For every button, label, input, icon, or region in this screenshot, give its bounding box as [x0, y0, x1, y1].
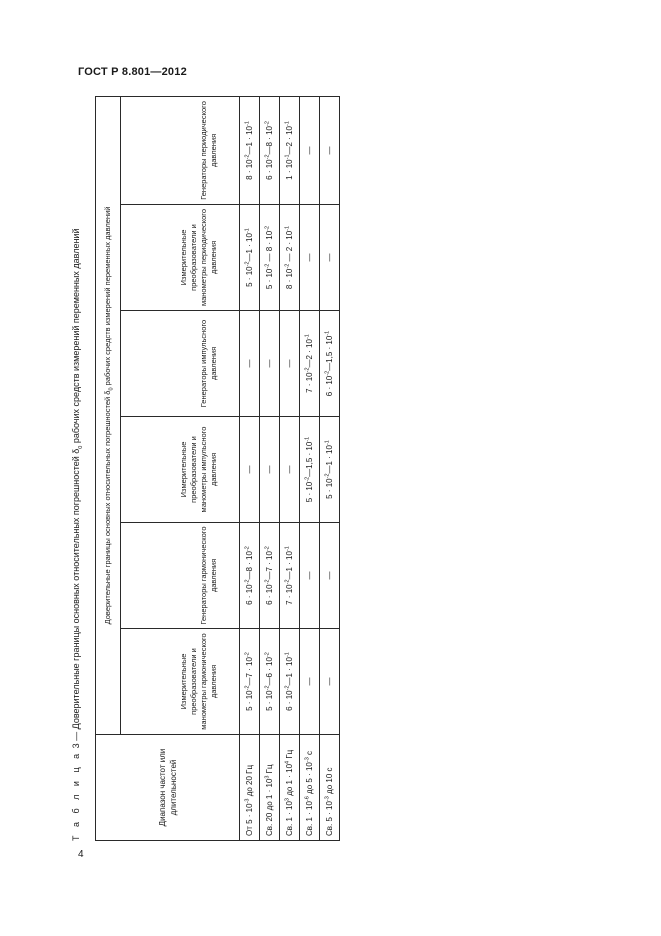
group-header-text: Доверительные границы основных относительных погрешностей δ [103, 390, 112, 625]
table-row [240, 96, 260, 840]
group-header-tail: рабочих средств измерений переменных давлений [103, 206, 112, 388]
row-range-cell: Св. $5 \cdot 10^{-3}$ до 10 с [320, 735, 340, 841]
value-cell: $6 \cdot 10^{-2}—8 \cdot 10^{-2}$ [260, 96, 280, 204]
row-range-cell: Св. 20 до $1 \cdot 10^3$ Гц [260, 735, 280, 841]
value-cell: $7 \cdot 10^{-2}—1 \cdot 10^{-1}$ [280, 523, 300, 629]
group-header [96, 96, 121, 734]
table-row [280, 96, 300, 840]
table-row [300, 96, 320, 840]
column-header: Измерительные преобразователи и манометры периодического давления [121, 205, 240, 311]
value-cell: $5 \cdot 10^{-2}—1 \cdot 10^{-1}$ [240, 205, 260, 311]
value-cell: $5 \cdot 10^{-2}$ — $8 \cdot 10^{-2}$ [260, 205, 280, 311]
value-cell: $5 \cdot 10^{-2}—1 \cdot 10^{-1}$ [320, 417, 340, 523]
value-cell: — [240, 417, 260, 523]
value-cell: — [320, 629, 340, 735]
value-cell: — [240, 311, 260, 417]
value-cell: — [300, 523, 320, 629]
value-cell: — [280, 311, 300, 417]
page-number: 4 [78, 849, 84, 860]
value-cell: — [280, 417, 300, 523]
column-header: Измерительные преобразователи и манометры гармонического давления [121, 629, 240, 735]
value-cell: $6 \cdot 10^{-2}—8 \cdot 10^{-2}$ [240, 523, 260, 629]
value-cell: — [320, 205, 340, 311]
table-row [320, 96, 340, 840]
document-header: ГОСТ Р 8.801—2012 [78, 66, 187, 78]
caption-text: — Доверительные границы основных относительных погрешностей δ [71, 448, 81, 744]
rotated-table-block [70, 97, 334, 841]
caption-number: 3 [71, 743, 81, 749]
row-range-cell: От $5 \cdot 10^{-3}$ до 20 Гц [240, 735, 260, 841]
column-header: Генераторы гармонического давления [121, 523, 240, 629]
value-cell: $5 \cdot 10^{-2}—6 \cdot 10^{-2}$ [260, 629, 280, 735]
value-cell: $6 \cdot 10^{-2}—1 \cdot 10^{-1}$ [280, 629, 300, 735]
group-header-subscript: 0 [108, 387, 115, 391]
corner-header: Диапазон частот или длительностей [96, 735, 240, 841]
value-cell: — [260, 311, 280, 417]
caption-tail: рабочих средств измерений переменных давлений [71, 228, 81, 446]
value-cell: $5 \cdot 10^{-2}—7 \cdot 10^{-2}$ [240, 629, 260, 735]
column-header: Генераторы периодического давления [121, 96, 240, 204]
value-cell: — [320, 523, 340, 629]
row-range-cell: Св. $1 \cdot 10^{-6}$ до $5 \cdot 10^{-3}$ с [300, 735, 320, 841]
value-cell: $6 \cdot 10^{-2}—1,5 \cdot 10^{-1}$ [320, 311, 340, 417]
accuracy-table [95, 96, 340, 841]
value-cell: $6 \cdot 10^{-2}—7 \cdot 10^{-2}$ [260, 523, 280, 629]
column-header: Генераторы импульсного давления [121, 311, 240, 417]
row-range-cell: Св. $1 \cdot 10^3$ до $1 \cdot 10^4$ Гц [280, 735, 300, 841]
value-cell: $8 \cdot 10^{-2}—1 \cdot 10^{-1}$ [240, 96, 260, 204]
value-cell: — [320, 96, 340, 204]
caption-subscript: 0 [77, 445, 84, 449]
column-header: Измерительные преобразователи и манометры импульсного давления [121, 417, 240, 523]
table-row [260, 96, 280, 840]
value-cell: $1 \cdot 10^{-1}—2 \cdot 10^{-1}$ [280, 96, 300, 204]
table-caption [70, 97, 92, 841]
value-cell: — [300, 96, 320, 204]
value-cell: $8 \cdot 10^{-2}$ — $2 \cdot 10^{-1}$ [280, 205, 300, 311]
value-cell: $7 \cdot 10^{-2}—2 \cdot 10^{-1}$ [300, 311, 320, 417]
value-cell: — [300, 205, 320, 311]
caption-prefix: Т а б л и ц а [71, 750, 81, 841]
value-cell: — [260, 417, 280, 523]
table-body [240, 96, 340, 840]
value-cell: — [300, 629, 320, 735]
value-cell: $5 \cdot 10^{-2}—1,5 \cdot 10^{-1}$ [300, 417, 320, 523]
